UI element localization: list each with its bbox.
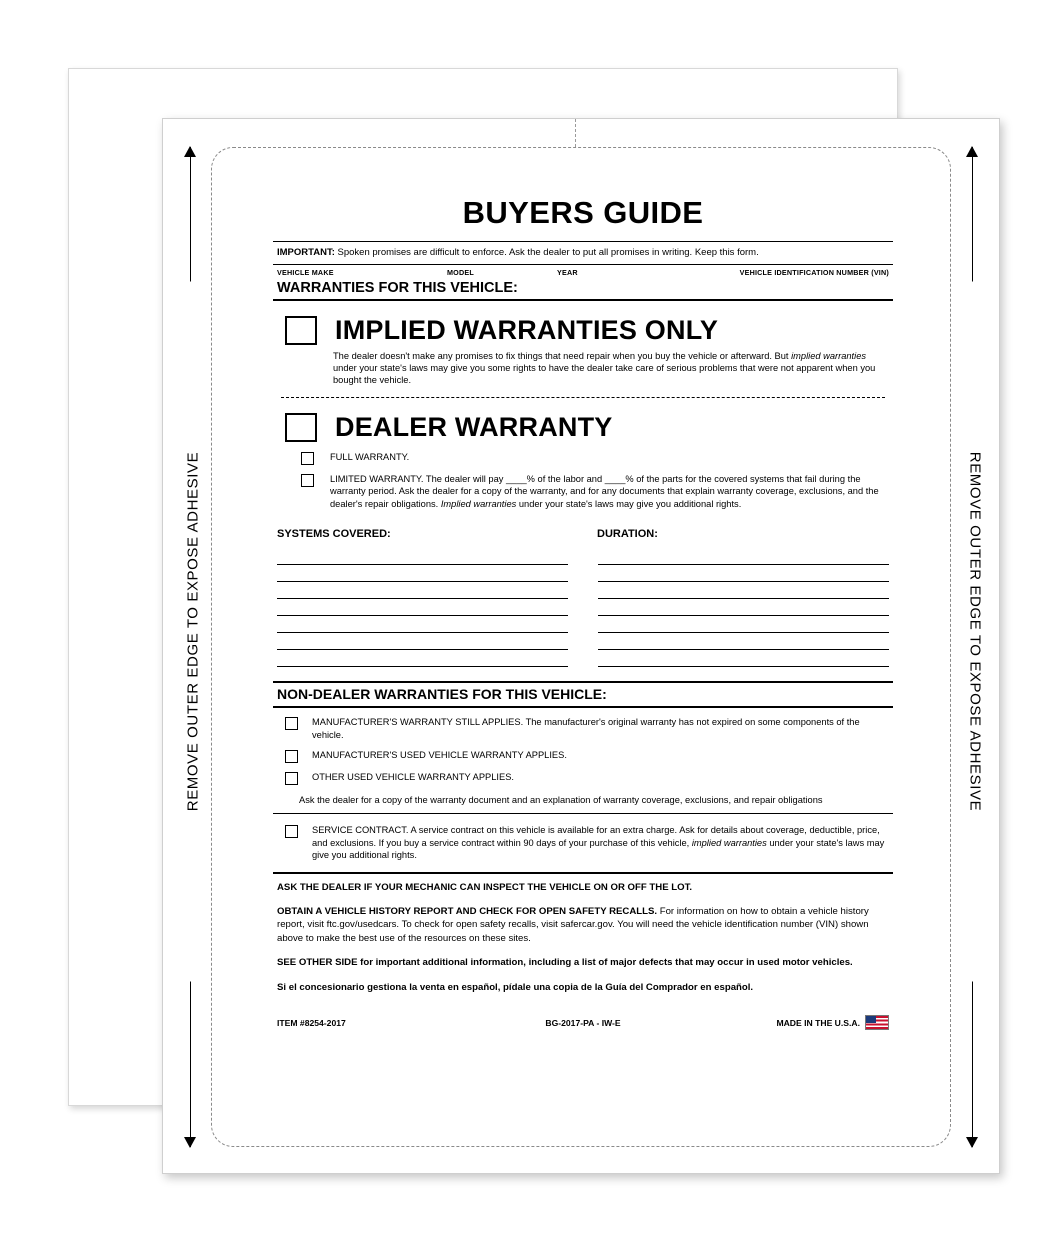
bottom-information-block bbox=[273, 874, 893, 995]
coverage-write-in-lines[interactable] bbox=[273, 548, 893, 667]
left-rail-label: REMOVE OUTER EDGE TO EXPOSE ADHESIVE bbox=[179, 282, 208, 982]
coverage-column-headers bbox=[273, 528, 893, 540]
manufacturer-warranty-checkbox[interactable] bbox=[285, 717, 298, 730]
write-in-line[interactable] bbox=[598, 633, 889, 650]
write-in-line[interactable] bbox=[598, 548, 889, 565]
inspect-notice-text: ASK THE DEALER IF YOUR MECHANIC CAN INSPECT THE VEHICLE ON OR OFF THE LOT. bbox=[277, 881, 693, 893]
full-warranty-label: FULL WARRANTY. bbox=[330, 451, 410, 462]
service-contract-checkbox[interactable] bbox=[285, 825, 298, 838]
form-footer bbox=[273, 1005, 893, 1030]
history-report-text: For information on how to obtain a vehicle history report, visit ftc.gov/usedcars. To check for open safety recalls, visit safercar.gov. You will need the vehicle identification number (VIN) shown above to make the best use of the resources on these sites. bbox=[277, 906, 869, 944]
limited-warranty-option[interactable] bbox=[301, 473, 893, 511]
implied-warranties-label: IMPLIED WARRANTIES ONLY bbox=[335, 314, 719, 345]
dealer-warranty-checkbox[interactable] bbox=[285, 413, 317, 442]
service-contract-emphasis: implied warranties bbox=[691, 837, 767, 848]
spanish-notice bbox=[277, 981, 889, 994]
service-contract-part1: SERVICE CONTRACT. A service contract on this vehicle is available for an extra charge. Ask for details about coverage, deductible, price, and exclusions. If you buy a service contract within 90 days of your purchase of this vehicle, bbox=[312, 824, 880, 848]
other-used-warranty-option[interactable] bbox=[285, 771, 893, 785]
inspect-notice bbox=[277, 881, 889, 894]
important-text: Spoken promises are difficult to enforce. Ask the dealer to put all promises in writing. Keep this form. bbox=[337, 247, 759, 258]
divider-service-contract-top bbox=[273, 813, 893, 814]
write-in-line[interactable] bbox=[277, 582, 568, 599]
systems-covered-lines[interactable] bbox=[277, 548, 568, 667]
buyers-guide-form bbox=[273, 177, 893, 1030]
write-in-line[interactable] bbox=[598, 599, 889, 616]
write-in-line[interactable] bbox=[277, 565, 568, 582]
divider-non-dealer-bottom bbox=[273, 706, 893, 708]
right-rail-label: REMOVE OUTER EDGE TO EXPOSE ADHESIVE bbox=[961, 282, 990, 982]
front-sheet bbox=[162, 118, 1000, 1174]
other-side-bold: SEE OTHER SIDE bbox=[277, 957, 358, 969]
history-report-bold: OBTAIN A VEHICLE HISTORY REPORT AND CHECK FOR OPEN SAFETY RECALLS. bbox=[277, 906, 658, 918]
write-in-line[interactable] bbox=[598, 565, 889, 582]
write-in-line[interactable] bbox=[277, 650, 568, 667]
service-contract-part2: under your state's laws may give you additional rights. bbox=[312, 837, 885, 861]
write-in-line[interactable] bbox=[598, 650, 889, 667]
limited-warranty-checkbox[interactable] bbox=[301, 474, 314, 487]
dealer-warranty-option[interactable] bbox=[273, 412, 893, 443]
warranties-heading: WARRANTIES FOR THIS VEHICLE: bbox=[277, 279, 518, 296]
footer-form-code: BG-2017-PA - IW-E bbox=[545, 1017, 621, 1028]
write-in-line[interactable] bbox=[277, 548, 568, 565]
systems-covered-label: SYSTEMS COVERED: bbox=[277, 528, 391, 541]
manufacturer-warranty-option[interactable] bbox=[285, 716, 893, 741]
other-side-text: for important additional information, including a list of major defects that may occur in used motor vehicles. bbox=[357, 957, 853, 969]
footer-made-in-usa bbox=[659, 1015, 889, 1030]
limited-text-part1: LIMITED WARRANTY. The dealer will pay ____% of the labor and ____% of the parts for the covered systems that fail during the warranty period. Ask the dealer for a copy of the warranty, and for any documents that explain warranty coverage, exclusions, and the dealer's repair obligations. bbox=[330, 473, 879, 509]
vehicle-model-label: MODEL bbox=[447, 267, 474, 277]
implied-text-part1: The dealer doesn't make any promises to fix things that need repair when you buy the vehicle or afterward. But bbox=[333, 350, 792, 361]
dealer-warranty-label: DEALER WARRANTY bbox=[335, 411, 613, 442]
left-adhesive-rail bbox=[173, 147, 209, 1147]
important-notice bbox=[273, 242, 893, 264]
important-label: IMPORTANT: bbox=[277, 247, 335, 258]
manufacturer-used-warranty-checkbox[interactable] bbox=[285, 750, 298, 763]
implied-warranties-option[interactable] bbox=[273, 315, 893, 346]
vehicle-vin-label: VEHICLE IDENTIFICATION NUMBER (VIN) bbox=[739, 267, 889, 277]
duration-label: DURATION: bbox=[597, 528, 658, 541]
limited-warranty-text bbox=[330, 473, 893, 511]
limited-text-emphasis: Implied warranties bbox=[440, 498, 517, 509]
fold-line bbox=[575, 119, 576, 147]
full-warranty-checkbox[interactable] bbox=[301, 452, 314, 465]
page-title: BUYERS GUIDE bbox=[462, 195, 704, 230]
write-in-line[interactable] bbox=[277, 633, 568, 650]
left-rail-arrow-down-icon bbox=[184, 1137, 196, 1148]
vehicle-year-label: YEAR bbox=[557, 267, 578, 277]
service-contract-option[interactable] bbox=[285, 824, 893, 862]
write-in-line[interactable] bbox=[598, 582, 889, 599]
write-in-line[interactable] bbox=[277, 616, 568, 633]
right-rail-arrow-up-icon bbox=[966, 146, 978, 157]
non-dealer-note: Ask the dealer for a copy of the warranty document and an explanation of warranty coverage, exclusions, and repair obligations bbox=[299, 795, 823, 806]
implied-warranties-checkbox[interactable] bbox=[285, 316, 317, 345]
manufacturer-used-warranty-option[interactable] bbox=[285, 749, 893, 763]
history-report-notice bbox=[277, 905, 889, 945]
other-used-warranty-label: OTHER USED VEHICLE WARRANTY APPLIES. bbox=[312, 772, 514, 783]
manufacturer-warranty-label: MANUFACTURER'S WARRANTY STILL APPLIES. The manufacturer's original warranty has not expired on some components of the vehicle. bbox=[312, 717, 860, 740]
duration-lines[interactable] bbox=[598, 548, 889, 667]
manufacturer-used-warranty-label: MANUFACTURER'S USED VEHICLE WARRANTY APPLIES. bbox=[312, 750, 567, 761]
vehicle-make-label: VEHICLE MAKE bbox=[277, 267, 334, 277]
right-rail-arrow-down-icon bbox=[966, 1137, 978, 1148]
non-dealer-heading: NON-DEALER WARRANTIES FOR THIS VEHICLE: bbox=[277, 686, 607, 703]
dashed-separator bbox=[281, 397, 885, 398]
implied-text-part2: under your state's laws may give you some rights to have the dealer take care of serious problems that were not apparent when you bought the vehicle. bbox=[333, 363, 876, 386]
usa-flag-icon bbox=[865, 1015, 889, 1030]
write-in-line[interactable] bbox=[277, 599, 568, 616]
spanish-notice-text: Si el concesionario gestiona la venta en español, pídale una copia de la Guía del Comprador en español. bbox=[277, 981, 754, 993]
service-contract-text bbox=[312, 824, 893, 862]
full-warranty-option[interactable] bbox=[301, 451, 893, 465]
other-side-notice bbox=[277, 956, 889, 969]
footer-item-number: ITEM #8254-2017 bbox=[277, 1017, 346, 1028]
write-in-line[interactable] bbox=[598, 616, 889, 633]
made-in-usa-label: MADE IN THE U.S.A. bbox=[776, 1017, 860, 1028]
limited-text-part2: under your state's laws may give you additional rights. bbox=[516, 498, 742, 509]
right-adhesive-rail bbox=[955, 147, 991, 1147]
vehicle-field-headers bbox=[273, 265, 893, 278]
implied-warranties-text bbox=[333, 350, 889, 387]
divider-warranties bbox=[273, 299, 893, 301]
implied-text-emphasis: implied warranties bbox=[791, 350, 867, 361]
other-used-warranty-checkbox[interactable] bbox=[285, 772, 298, 785]
left-rail-arrow-up-icon bbox=[184, 146, 196, 157]
